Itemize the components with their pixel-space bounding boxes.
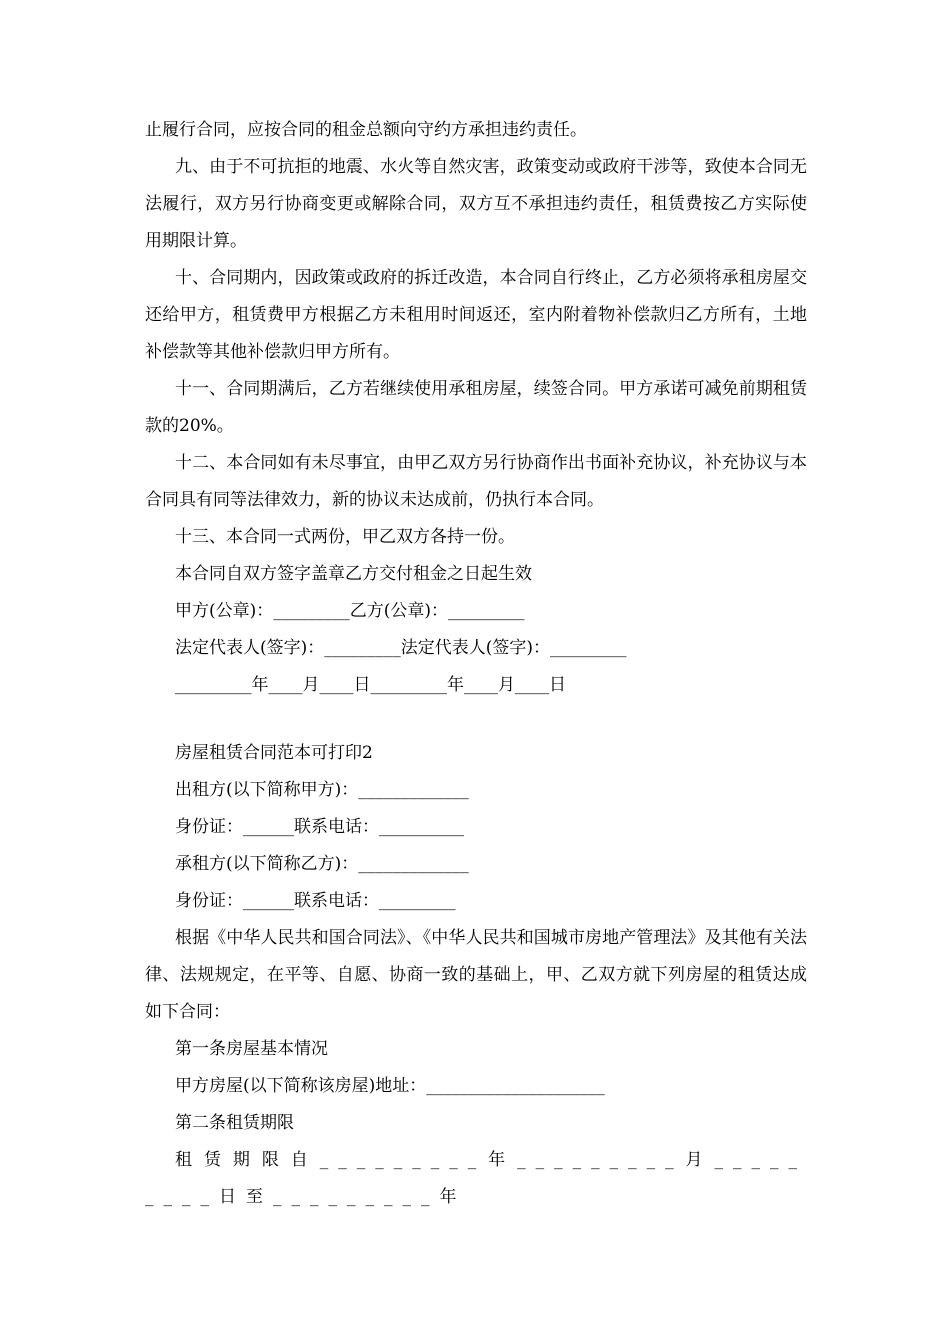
- section-title: 房屋租赁合同范本可打印2: [175, 743, 373, 763]
- lessee-field: 承租方(以下简称乙方)：_____________: [175, 854, 469, 874]
- clause-13-copies: 十三、本合同一式两份，甲乙双方各持一份。: [175, 527, 515, 547]
- legal-representative-line: 法定代表人(签字)：_________法定代表人(签字)：_________: [175, 638, 627, 658]
- date-line: _________年____月____日_________年____月____日: [175, 675, 566, 695]
- legal-basis-paragraph: 根据《中华人民共和国合同法》、《中华人民共和国城市房地产管理法》及其他有关法律、法规规定，在平等、自愿、协商一致的基础上，甲、乙双方就下列房屋的租赁达成如下合同：: [145, 928, 807, 1022]
- clause-12-supplement: 十二、本合同如有未尽事宜，由甲乙双方另行协商作出书面补充协议，补充协议与本合同具有同等法律效力，新的协议未达成前，仍执行本合同。: [145, 453, 807, 510]
- article-2-heading: 第二条租赁期限: [175, 1113, 294, 1133]
- section-gap: [145, 704, 807, 735]
- lessor-field: 出租方(以下简称甲方)：_____________: [175, 780, 469, 800]
- lessor-id-phone-field: 身份证：______联系电话：__________: [175, 817, 464, 837]
- document-page: [145, 112, 807, 1216]
- paragraph-breach-liability: 止履行合同，应按合同的租金总额向守约方承担违约责任。: [145, 120, 587, 140]
- lease-term-line: 租赁期限自_________年_________月_________日至_________年: [145, 1150, 807, 1207]
- clause-10-demolition: 十、合同期内，因政策或政府的拆迁改造，本合同自行终止，乙方必须将承租房屋交还给甲方，租赁费甲方根据乙方未租用时间返还，室内附着物补偿款归乙方所有，土地补偿款等其他补偿款归甲方所有。: [145, 268, 807, 362]
- clause-11-renewal: 十一、合同期满后，乙方若继续使用承租房屋，续签合同。甲方承诺可减免前期租赁款的20%。: [145, 379, 807, 436]
- effective-statement: 本合同自双方签字盖章乙方交付租金之日起生效: [175, 564, 532, 584]
- article-1-heading: 第一条房屋基本情况: [175, 1039, 328, 1059]
- clause-9-force-majeure: 九、由于不可抗拒的地震、水火等自然灾害，政策变动或政府干涉等，致使本合同无法履行，双方另行协商变更或解除合同，双方互不承担违约责任，租赁费按乙方实际使用期限计算。: [145, 157, 807, 251]
- property-address-field: 甲方房屋(以下简称该房屋)地址：_____________________: [175, 1076, 605, 1096]
- lessee-id-phone-field: 身份证：______联系电话：_________: [175, 891, 456, 911]
- party-seal-line: 甲方(公章)：_________乙方(公章)：_________: [175, 601, 525, 621]
